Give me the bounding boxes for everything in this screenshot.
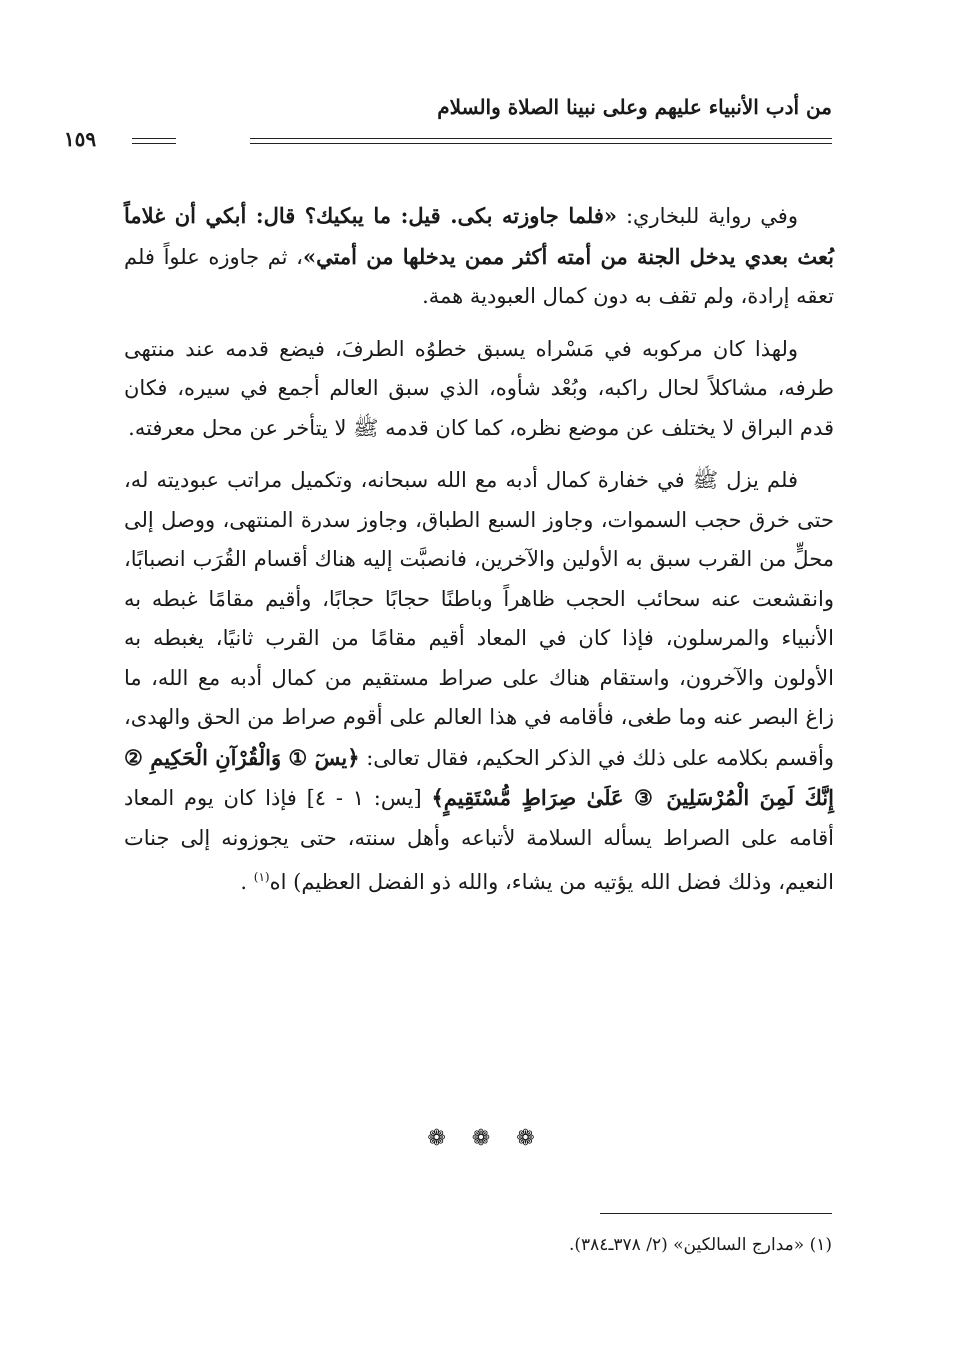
main-text bbox=[124, 196, 834, 903]
footnote-divider bbox=[600, 1213, 832, 1214]
header-rule-long bbox=[250, 138, 832, 144]
paragraph-1-intro: وفي رواية للبخاري: bbox=[617, 204, 798, 228]
paragraph-1-rest: ، ثم جاوزه علواً فلم تعقه إرادة، ولم تقف به دون كمال العبودية همة. bbox=[124, 244, 834, 308]
header-rule-short bbox=[132, 138, 176, 144]
paragraph-3-after: [يس: ١ - ٤] فإذا كان يوم المعاد أقامه على الصراط يسأله السلامة لأتباعه وأهل سنته، حتى يجوزونه إلى جنات النعيم، وذلك فضل الله يؤتيه من يشاء، والله ذو الفضل العظيم) اه bbox=[124, 786, 834, 894]
quran-verse: ﴿يسٓ ① وَالْقُرْآنِ الْحَكِيمِ ② إِنَّكَ لَمِنَ الْمُرْسَلِينَ ③ عَلَىٰ صِرَاطٍ مُّسْتَقِيمٍ﴾ bbox=[124, 744, 834, 810]
page-number: ١٥٩ bbox=[63, 127, 97, 151]
ornament-icon: ❁ bbox=[427, 1126, 446, 1151]
running-header: من أدب الأنبياء عليهم وعلى نبينا الصلاة والسلام bbox=[437, 95, 832, 119]
paragraph-1 bbox=[124, 196, 834, 317]
paragraph-3-end: . bbox=[240, 870, 254, 894]
header-rule bbox=[132, 133, 832, 147]
ornament-icon: ❁ bbox=[471, 1126, 491, 1151]
footnote: (١) «مدارج السالكين» (٢/ ٣٧٨ـ٣٨٤). bbox=[568, 1235, 832, 1255]
paragraph-3 bbox=[124, 461, 834, 903]
ornament-icon: ❁ bbox=[516, 1126, 535, 1151]
footnote-reference: (١) bbox=[253, 870, 270, 884]
paragraph-3-before: فلم يزل ﷺ في خفارة كمال أدبه مع الله سبحانه، وتكميل مراتب عبوديته له، حتى خرق حجب السموات، وجاوز السبع الطباق، وجاوز سدرة المنتهى، ووصل إلى محلٍّ من القرب سبق به الأولين والآخرين، فانصبَّت إليه هناك أقسام القُرَب انصبابًا، وانقشعت عنه سحائب الحجب ظاهراً وباطنًا حجابًا حجابًا، وأقيم مقامًا غبطه به الأنبياء والمرسلون، فإذا كان في المعاد أقيم مقامًا من القرب ثانيًا، يغبطه به الأولون والآخرون، واستقام هناك على صراط مستقيم من كمال أدبه مع الله، ما زاغ البصر عنه وما طغى، فأقامه في هذا العالم على أقوم صراط من الحق والهدى، وأقسم بكلامه على ذلك في الذكر الحكيم، فقال تعالى: bbox=[124, 468, 834, 770]
hadith-quote: «فلما جاوزته بكى. قيل: ما يبكيك؟ قال: أبكي أن غلاماً بُعث بعدي يدخل الجنة من أمته أكثر ممن يدخلها من أمتي» bbox=[124, 203, 834, 269]
paragraph-2: ولهذا كان مركوبه في مَسْراه يسبق خطوُه الطرفَ، فيضع قدمه عند منتهى طرفه، مشاكلاً لحال راكبه، وبُعْد شأوه، الذي سبق العالم أجمع في سيره، فكان قدم البراق لا يختلف عن موضع نظره، كما كان قدمه ﷺ لا يتأخر عن محل معرفته. bbox=[124, 336, 834, 440]
section-ornaments bbox=[0, 1127, 962, 1151]
